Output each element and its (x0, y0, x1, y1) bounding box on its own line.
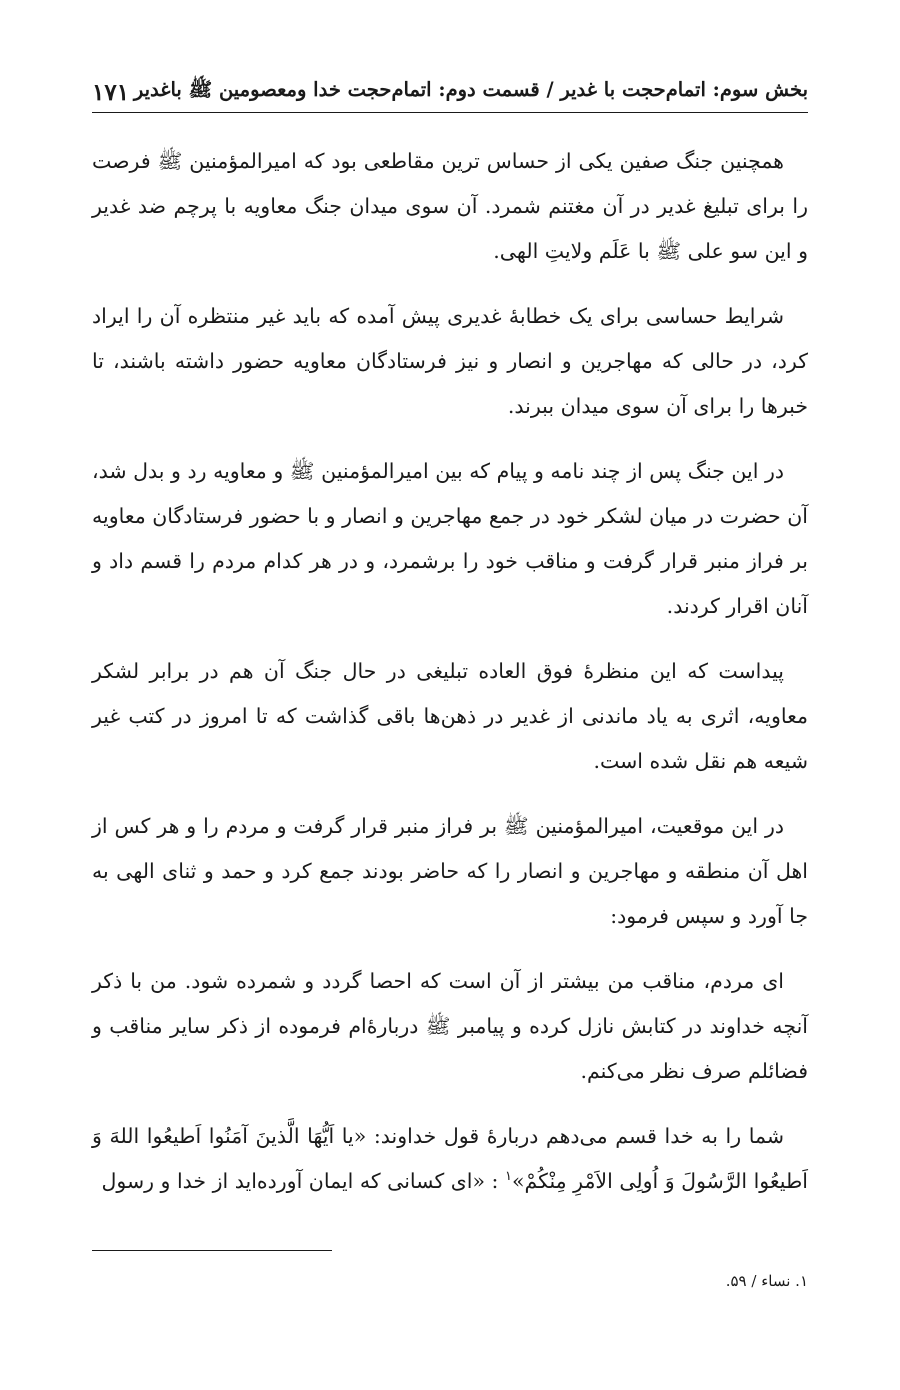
body-text (92, 139, 808, 1204)
paragraph: ای مردم، مناقب من بیشتر از آن است که احصا گردد و شمرده شود. من با ذکر آنچه خداوند در کتابش نازل کرده و پیامبر ﷺ دربارۀ‌ام فرموده از ذکر سایر مناقب و فضائلم صرف نظر می‌کنم. (92, 969, 808, 1083)
footnote-reference: ۱ (504, 1169, 512, 1185)
paragraph: در این جنگ پس از چند نامه و پیام که بین امیرالمؤمنین ﷺ و معاویه رد و بدل شد، آن حضرت در میان لشکر خود در جمع مهاجرین و انصار و با حضور فرستادگان معاویه بر فراز منبر قرار گرفت و مناقب خود را برشمرد، و در هر کدام مردم را قسم داد و آنان اقرار کردند. (92, 459, 808, 618)
book-page (92, 62, 808, 1290)
running-title: بخش سوم: اتمام‌حجت با غدیر / قسمت دوم: اتمام‌حجت خدا ومعصومین ﷺ باغدیر (133, 78, 808, 101)
paragraph-with-quran-verse (92, 1114, 808, 1204)
footnote-divider (92, 1250, 332, 1251)
page-number: ۱۷۱ (92, 79, 130, 106)
paragraph: پیداست که این منظرۀ فوق العاده تبلیغی در حال جنگ آن هم در برابر لشکر معاویه، اثری به یاد ماندنی از غدیر در ذهن‌ها باقی گذاشت که تا امروز در کتب غیر شیعه هم نقل شده است. (92, 659, 808, 773)
paragraph: شرایط حساسی برای یک خطابۀ غدیری پیش آمده که باید غیر منتظره آن را ایراد کرد، در حالی که مهاجرین و انصار و نیز فرستادگان معاویه حضور داشته باشند، تا خبرها را برای آن سوی میدان ببرند. (92, 304, 808, 418)
paragraph: همچنین جنگ صفین یکی از حساس ترین مقاطعی بود که امیرالمؤمنین ﷺ فرصت را برای تبلیغ غدیر در آن مغتنم شمرد. آن سوی میدان جنگ معاویه با پرچم ضد غدیر و این سو علی ﷺ با عَلَم ولایتِ الهی. (92, 149, 808, 263)
footnote: ۱. نساء / ۵۹. (725, 1272, 808, 1290)
running-header (92, 62, 808, 113)
paragraph: در این موقعیت، امیرالمؤمنین ﷺ بر فراز منبر قرار گرفت و مردم را و هر کس از اهل آن منطقه و مهاجرین و انصار را که حاضر بودند جمع کرد و حمد و ثنای الهی به جا آورد و سپس فرمود: (92, 814, 808, 928)
verse-translation: : «ای کسانی که ایمان آورده‌اید از خدا و رسول (101, 1169, 499, 1193)
verse-text: شما را به خدا قسم می‌دهم دربارۀ قول خداوند: «یا اَیُّهَا الَّذینَ آمَنُوا اَطیعُوا اللهَ وَ اَطیعُوا الرَّسُولَ وَ اُولِی الاَمْرِ مِنْکُمْ» (92, 1124, 808, 1193)
